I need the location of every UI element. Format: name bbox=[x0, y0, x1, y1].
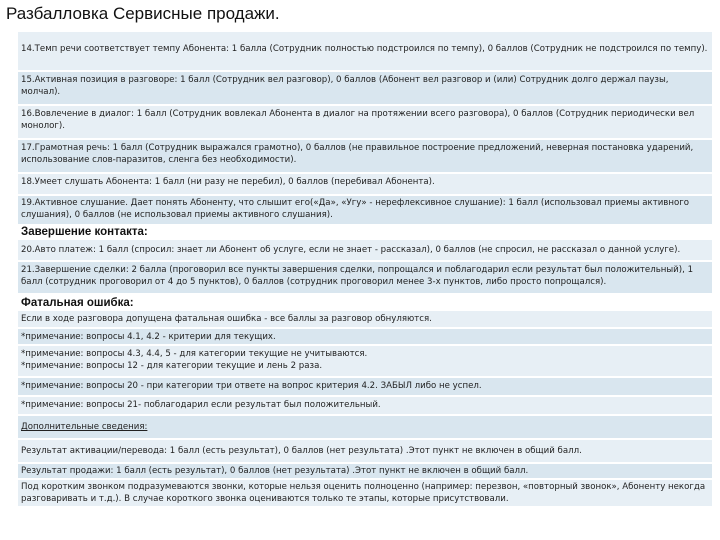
criterion-20 bbox=[18, 240, 712, 262]
short-call-note bbox=[18, 480, 712, 508]
additional-text: Результат активации/перевода: 1 балл (есть результат), 0 баллов (нет результата) .Этот пункт не включен в общий балл. bbox=[21, 446, 582, 456]
note-text: *примечание: вопросы 20 - при категории три ответе на вопрос критерия 4.2. ЗАБЫЛ либо не успел. bbox=[21, 381, 482, 391]
criterion-18 bbox=[18, 174, 712, 196]
criteria-list bbox=[18, 32, 712, 508]
section-heading-fatal: Фатальная ошибка: bbox=[18, 297, 712, 311]
sales-result bbox=[18, 464, 712, 480]
fatal-note-4 bbox=[18, 378, 712, 397]
page-title: Разбалловка Сервисные продажи. bbox=[6, 4, 280, 23]
criterion-17 bbox=[18, 140, 712, 174]
criterion-21 bbox=[18, 262, 712, 295]
criterion-text: 19.Активное слушание. Дает понять Абоненту, что слышит его(«Да», «Угу» - нерефлексивное слушание): 1 балл (использовал приемы активного слушания), 0 баллов (не использовал приемы активного слушания). bbox=[21, 198, 690, 220]
note-text: *примечание: вопросы 4.1, 4.2 - критерии для текущих. bbox=[21, 332, 276, 342]
additional-text: Под коротким звонком подразумеваются звонки, которые нельзя оценить полноценно (например: перезвон, «повторный звонок», Абоненту некогда разговаривать и т.д.). В случае короткого звонка оцениваются только те этапы, которые присутствовали. bbox=[21, 482, 706, 504]
note-text: *примечание: вопросы 4.3, 4.4, 5 - для категории текущие не учитываются. bbox=[21, 349, 368, 359]
criterion-16 bbox=[18, 106, 712, 140]
fatal-note-5 bbox=[18, 397, 712, 416]
activation-result bbox=[18, 440, 712, 464]
criterion-19 bbox=[18, 196, 712, 226]
note-text: *примечание: вопросы 12 - для категории текущие и лень 2 раза. bbox=[21, 360, 323, 371]
additional-heading-text: Дополнительные сведения: bbox=[21, 422, 148, 432]
note-text: *примечание: вопросы 21- поблагодарил если результат был положительный. bbox=[21, 400, 381, 410]
fatal-rule bbox=[18, 311, 712, 329]
criterion-15 bbox=[18, 72, 712, 106]
section-heading-completion: Завершение контакта: bbox=[18, 226, 712, 240]
criterion-text: 16.Вовлечение в диалог: 1 балл (Сотрудник вовлекал Абонента в диалог на протяжении всего разговора), 0 баллов (Сотрудник периодически вел монолог). bbox=[21, 109, 695, 131]
criterion-text: 21.Завершение сделки: 2 балла (проговорил все пункты завершения сделки, попрощался и поблагодарил если результат был положительный), 1 балл (сотрудник проговорил от 4 до 5 пунктов), 0 баллов (сотрудник проговорил менее 3-х пунктов, либо просто попрощался). bbox=[21, 265, 694, 287]
fatal-text: Если в ходе разговора допущена фатальная ошибка - все баллы за разговор обнуляются. bbox=[21, 314, 432, 324]
additional-heading bbox=[18, 416, 712, 440]
criterion-text: 18.Умеет слушать Абонента: 1 балл (ни разу не перебил), 0 баллов (перебивал Абонента). bbox=[21, 177, 435, 187]
criterion-14 bbox=[18, 32, 712, 72]
criterion-text: 20.Авто платеж: 1 балл (спросил: знает ли Абонент об услуге, если не знает - рассказал), 0 баллов (не спросил, не рассказал о данной услуге). bbox=[21, 245, 681, 255]
criterion-text: 14.Темп речи соответствует темпу Абонента: 1 балла (Сотрудник полностью подстроился по темпу), 0 баллов (Сотрудник не подстроился по темпу). bbox=[21, 44, 708, 54]
fatal-note-2-3 bbox=[18, 346, 712, 378]
fatal-note-1 bbox=[18, 329, 712, 346]
criterion-text: 15.Активная позиция в разговоре: 1 балл (Сотрудник вел разговор), 0 баллов (Абонент вел разговор и (или) Сотрудник долго держал паузы, молчал). bbox=[21, 75, 669, 97]
criterion-text: 17.Грамотная речь: 1 балл (Сотрудник выражался грамотно), 0 баллов (не правильное построение предложений, неверная постановка ударений, использование слов-паразитов, сленга без необходимости). bbox=[21, 143, 694, 165]
additional-text: Результат продажи: 1 балл (есть результат), 0 баллов (нет результата) .Этот пункт не включен в общий балл. bbox=[21, 466, 529, 476]
